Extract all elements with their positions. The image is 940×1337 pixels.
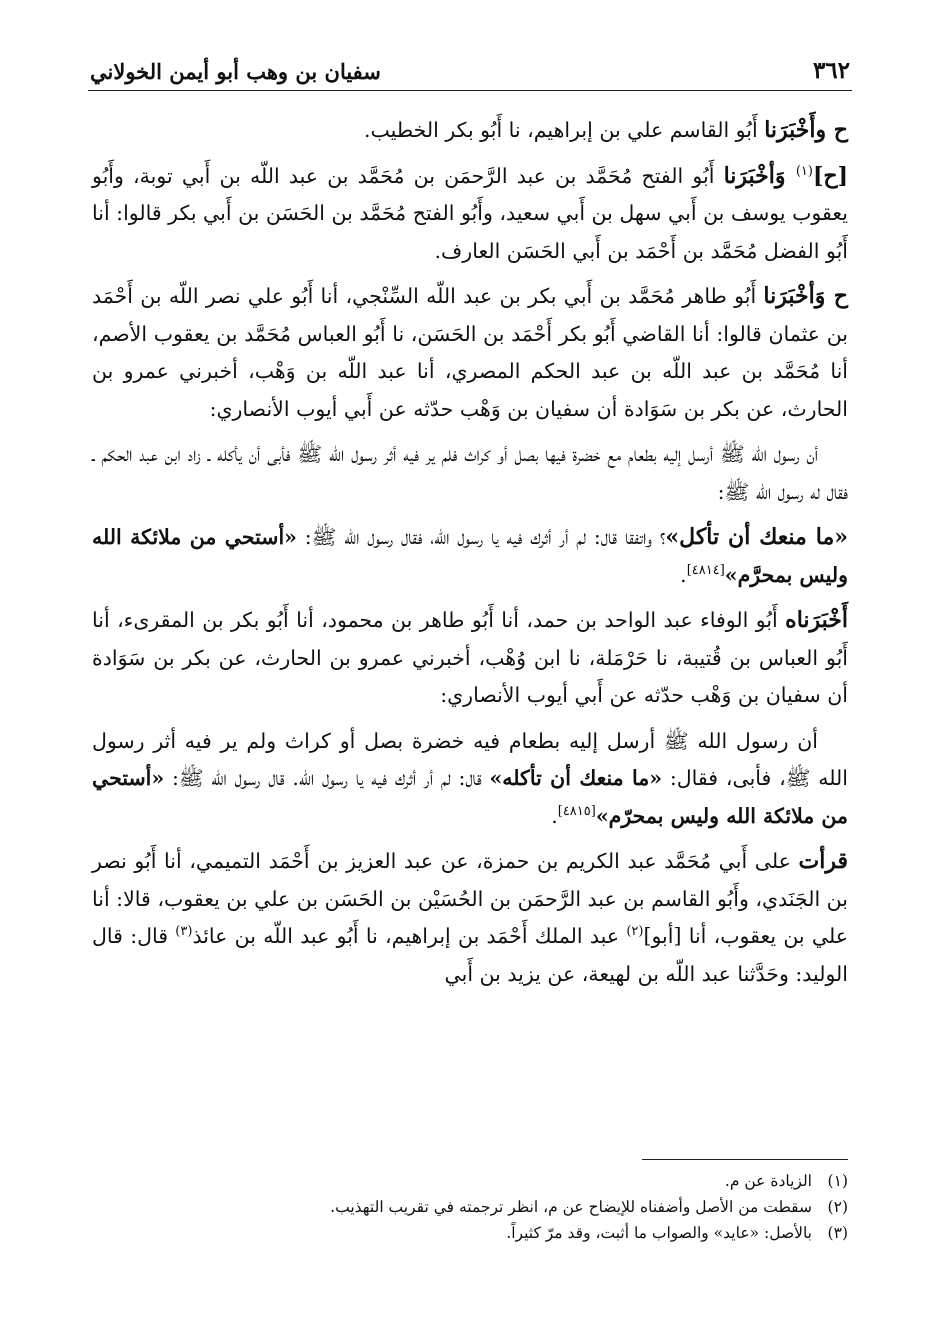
footnote-marker: (٢) [626,924,644,940]
footnote-number: (٣) [827,1224,848,1242]
bold-quote: «أستحي من ملائكة الله وليس بمحرَّم» [92,525,848,587]
chain-lead: قرأت [798,848,848,874]
paragraph-text: أَبُو طاهر مُحَمَّد بن أَبي بكر بن عبد اللّه السِّنْجي، أنا أَبُو علي نصر اللّه بن أَحْمَد بن عثمان قالوا: أنا القاضي أَبُو بكر أَحْمَد بن الحَسَن، نا أَبُو العباس مُحَمَّد بن يعقوب الأصم، أنا مُحَمَّد بن عبد اللّه بن عبد الحكم المصري، أنا عبد اللّه بن وَهْب، أخبرني عمرو بن الحارث، عن بكر بن سَوَادة أن سفيان بن وَهْب حدّثه عن أَبي أيوب الأنصاري: [92,284,848,421]
hadith-text-1 [92,436,848,511]
paragraph-text: أَبُو الفتح مُحَمَّد بن عبد الرَّحمَن بن مُحَمَّد بن عبد اللّه بن أَبي توبة، وأَبُو يعقوب يوسف بن أَبي سهل بن أَبي سعيد، وأَبُو الفتح مُحَمَّد بن الحَسَن بن أَبي بكر قالوا: أنا أَبُو الفضل مُحَمَّد بن أَحْمَد بن أَبي الحَسَن العارف. [92,163,848,263]
footnote-item [200,1220,848,1246]
footnotes [200,1168,848,1246]
footnote-item [200,1168,848,1194]
paragraph-text: أَبُو الوفاء عبد الواحد بن حمد، أنا أَبُو طاهر بن محمود، أنا أَبُو بكر بن المقرىء، أنا أَبُو العباس بن قُتيبة، نا حَرْمَلة، نا ابن وُهْب، أخبرني عمرو بن الحارث، عن بكر بن سَوَادة أن سفيان بن وَهْب حدّثه عن أَبي أيوب الأنصاري: [92,608,848,707]
hadith-text-2 [92,723,848,836]
chain-lead: [ح] [812,162,848,189]
paragraph-text: أن رسول الله ﷺ أرسل إليه بطعام فيه خضرة بصل أو كراث ولم ير فيه أثر رسول الله ﷺ، فأبى، فقال: [92,728,848,790]
footnote-text: الزيادة عن م. [724,1172,812,1190]
paragraph-text-2: عبد الملك أَحْمَد بن إبراهيم، نا أَبُو عبد اللّه بن عائذ [192,924,627,948]
running-title: سفيان بن وهب أبو أيمن الخولاني [90,59,381,84]
footnote-marker: (١) [795,163,813,179]
paragraph-text: أَبُو القاسم علي بن إبراهيم، نا أَبُو بكر الخطيب. [363,118,765,142]
chain-lead: أَخْبَرَناه [785,607,849,633]
paragraph-text-2: قال: لم أر أثرك فيه يا رسول الله. قال رسول الله ﷺ: [164,766,490,790]
hadith-number: [٤٨١٥] [557,803,596,819]
paragraph-end: . [551,803,558,828]
page-number: ٣٦٢ [812,57,850,84]
bold-quote: «ما منعك أن تأكله» [489,766,663,790]
footnote-number: (١) [827,1172,848,1190]
paragraph-text: ؟ واتفقا قال: لم أر أثرك فيه يا رسول الله، فقال رسول الله ﷺ: [296,525,666,549]
footnote-rule [642,1159,848,1160]
paragraph-1 [92,112,848,150]
header-rule [88,90,852,91]
footnote-text: سقطت من الأصل وأضفناه للإيضاح عن م، انظر ترجمته في تقريب التهذيب. [330,1198,812,1216]
chain-lead: ح وأَخْبَرَنا [764,117,848,143]
chain-lead: ح وَأخْبَرَنا [763,283,848,309]
paragraph-6 [92,602,848,715]
page-header [90,40,850,84]
footnote-text: بالأصل: «عايد» والصواب ما أثبت، وقد مرّ كثيراً. [506,1224,812,1242]
paragraph-text: أن رسول اللّه ﷺ أرسل إليه بطعام مع خضرة فيها بصل أو كراث فلم ير فيه أثر رسول اللّه ﷺ فأبى أن يأكله ـ زاد ابن عبد الحكم ـ فقال له رسول اللّه ﷺ: [92,442,848,504]
chain-lead-2: وَأخْبَرَنا [723,162,796,189]
paragraph-3 [92,278,848,428]
hadith-number: [٤٨١٤] [686,562,725,578]
paragraph-8 [92,843,848,993]
footnote-marker-2: (٣) [175,924,193,940]
bold-quote-2: «أستحي من ملائكة الله وليس بمحرّم» [92,766,848,828]
paragraph-end: . [680,562,687,587]
footnote-number: (٢) [827,1198,848,1216]
paragraph-text-3: قال: قال الوليد: وحَدَّثنا عبد اللّه بن لهيعة، عن يزيد بن أَبي [92,924,848,986]
quote-lead: «ما منعك أن تأكل» [665,524,848,550]
footnote-item [200,1194,848,1220]
main-text [92,112,848,1001]
paragraph-text: على أَبي مُحَمَّد عبد الكريم بن حمزة، عن عبد العزيز بن أَحْمَد التميمي، أنا أَبُو نصر بن الجَنَدي، وأَبُو القاسم بن عبد الرَّحمَن بن الحُسَيْن بن الحَسَن بن علي بن يعقوب، قالا: أنا علي بن يعقوب، أنا [أبو] [92,849,848,948]
paragraph-5 [92,519,848,594]
paragraph-2 [92,158,848,271]
